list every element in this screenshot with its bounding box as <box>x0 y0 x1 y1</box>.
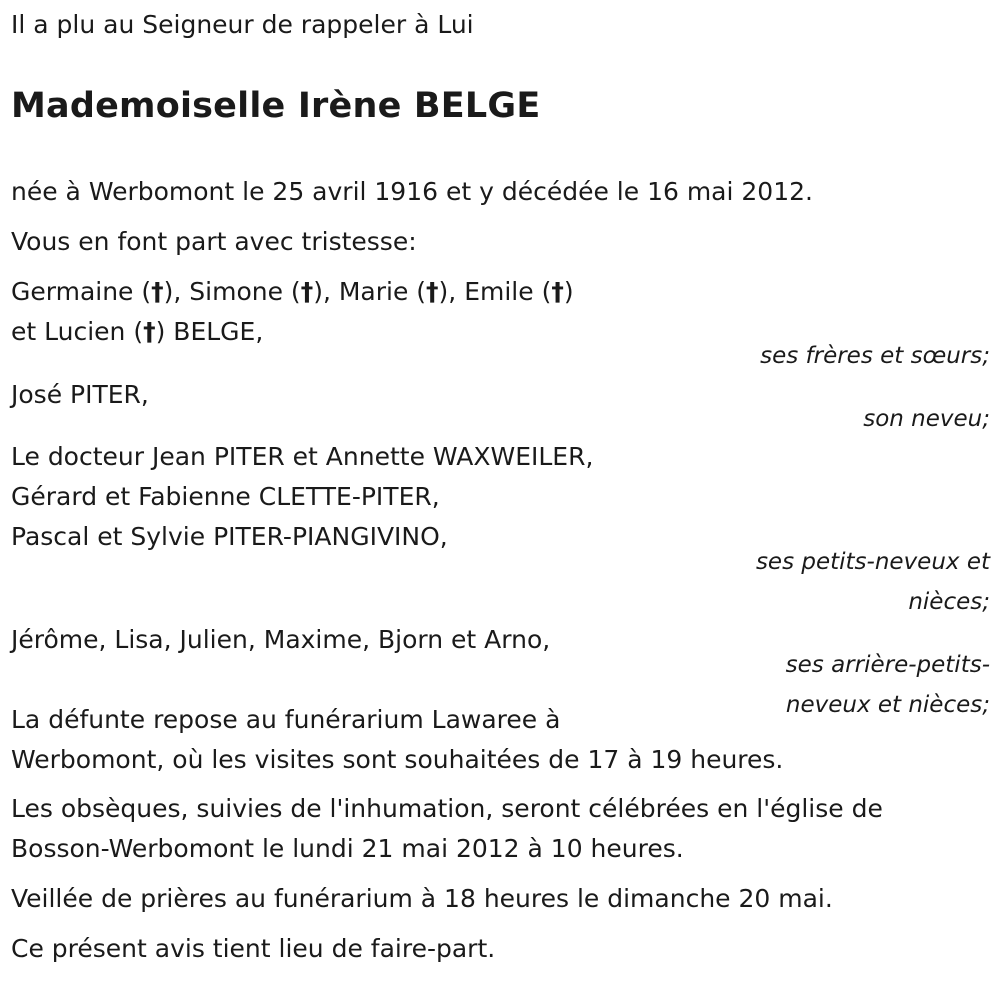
funeral-line-2: Bosson-Werbomont le lundi 21 mai 2012 à 10 heures. <box>11 834 684 863</box>
sibling-name: Marie <box>330 277 409 306</box>
deceased-name: Mademoiselle Irène BELGE <box>11 86 541 126</box>
sibling-name: et Lucien <box>11 317 126 346</box>
sibling-name: Simone <box>181 277 283 306</box>
sibling-name: Germaine <box>11 277 134 306</box>
closing-text: Ce présent avis tient lieu de faire-part. <box>11 934 496 963</box>
grand-nephews-line-1: Le docteur Jean PITER et Annette WAXWEILER, <box>11 442 594 471</box>
funeral-line-1: Les obsèques, suivies de l'inhumation, seront célébrées en l'église de <box>11 794 883 823</box>
sibling-name: Emile <box>456 277 534 306</box>
cross-icon: † <box>300 277 314 306</box>
cross-icon: † <box>143 317 156 346</box>
rest-line-2: Werbomont, où les visites sont souhaitées de 17 à 19 heures. <box>11 745 784 774</box>
cross-icon: † <box>551 277 564 306</box>
rest-line-1: La défunte repose au funérarium Lawaree à <box>11 705 561 734</box>
announce-text: Vous en font part avec tristesse: <box>11 227 417 256</box>
grand-nephews-line-3: Pascal et Sylvie PITER-PIANGIVINO, <box>11 522 448 551</box>
birth-death-text: née à Werbomont le 25 avril 1916 et y décédée le 16 mai 2012. <box>11 177 813 206</box>
cross-icon: † <box>151 277 164 306</box>
great-grand-nephews-line: Jérôme, Lisa, Julien, Maxime, Bjorn et Arno, <box>11 625 551 654</box>
grand-nephews-relation-2: nièces; <box>908 589 990 615</box>
siblings-line-2: et Lucien (†) BELGE, <box>11 317 264 346</box>
intro-text: Il a plu au Seigneur de rappeler à Lui <box>11 10 474 39</box>
siblings-relation: ses frères et sœurs; <box>760 343 990 369</box>
grand-nephews-relation-1: ses petits-neveux et <box>755 549 990 575</box>
great-grand-nephews-relation-1: ses arrière-petits- <box>785 652 990 678</box>
great-grand-nephews-relation-2: neveux et nièces; <box>785 692 990 718</box>
nephew-line: José PITER, <box>11 380 149 409</box>
nephew-relation: son neveu; <box>863 406 990 432</box>
cross-icon: † <box>426 277 439 306</box>
vigil-text: Veillée de prières au funérarium à 18 heures le dimanche 20 mai. <box>11 884 833 913</box>
grand-nephews-line-2: Gérard et Fabienne CLETTE-PITER, <box>11 482 440 511</box>
siblings-line-1: Germaine (†), Simone (†), Marie (†), Emile (†) <box>11 277 574 306</box>
